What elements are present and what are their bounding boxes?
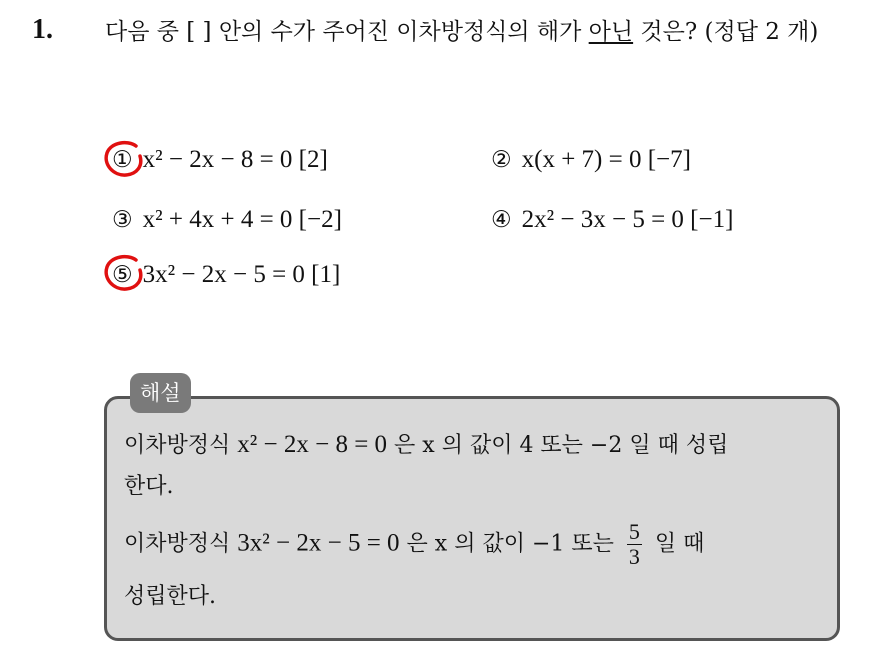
stem-text-b: 것은? (정답 2 개): [633, 19, 819, 45]
solution-tag: 해설: [130, 373, 191, 413]
solution-text: 은 x 의 값이 4 또는 −2 일 때 성립: [387, 433, 729, 458]
choice-5[interactable]: [112, 260, 340, 290]
choice-equation: 3x² − 2x − 5 = 0 [1]: [142, 261, 341, 288]
fraction: [627, 520, 642, 569]
solution-line-3: [124, 520, 844, 569]
solution-text: 이차방정식: [124, 531, 238, 557]
choice-4[interactable]: [491, 205, 733, 235]
fraction-denominator: 3: [628, 544, 640, 569]
choice-equation: x² + 4x + 4 = 0 [−2]: [142, 206, 342, 233]
choice-number: ⑤: [112, 262, 133, 288]
choice-equation: x² − 2x − 8 = 0 [2]: [142, 146, 328, 173]
solution-text: 이차방정식: [124, 433, 238, 458]
choice-equation: 2x² − 3x − 5 = 0 [−1]: [521, 206, 734, 233]
solution-line-1: [124, 428, 844, 463]
solution-equation: 3x² − 2x − 5 = 0: [237, 529, 400, 557]
choice-equation: x(x + 7) = 0 [−7]: [521, 146, 691, 173]
stem-underlined: 아닌: [588, 19, 634, 45]
choice-2[interactable]: [491, 145, 691, 175]
question-number: 1.: [32, 14, 53, 45]
choice-number: ③: [112, 207, 133, 233]
question-stem: [105, 14, 875, 50]
solution-equation: x² − 2x − 8 = 0: [237, 431, 388, 458]
stem-text-a: 다음 중 [ ] 안의 수가 주어진 이차방정식의 해가: [105, 19, 589, 45]
solution-line-2: 한다.: [124, 474, 174, 499]
solution-text: 은 x 의 값이 −1 또는: [399, 531, 621, 557]
fraction-numerator: 5: [628, 519, 640, 544]
answer-mark-circle-5: [102, 253, 146, 293]
choice-number: ②: [491, 147, 512, 173]
choice-number: ①: [112, 147, 133, 173]
choice-3[interactable]: [112, 205, 342, 235]
solution-line-4: 성립한다.: [124, 584, 217, 609]
answer-mark-circle-1: [102, 139, 146, 179]
choice-number: ④: [491, 207, 512, 233]
solution-text: 일 때: [647, 531, 705, 557]
